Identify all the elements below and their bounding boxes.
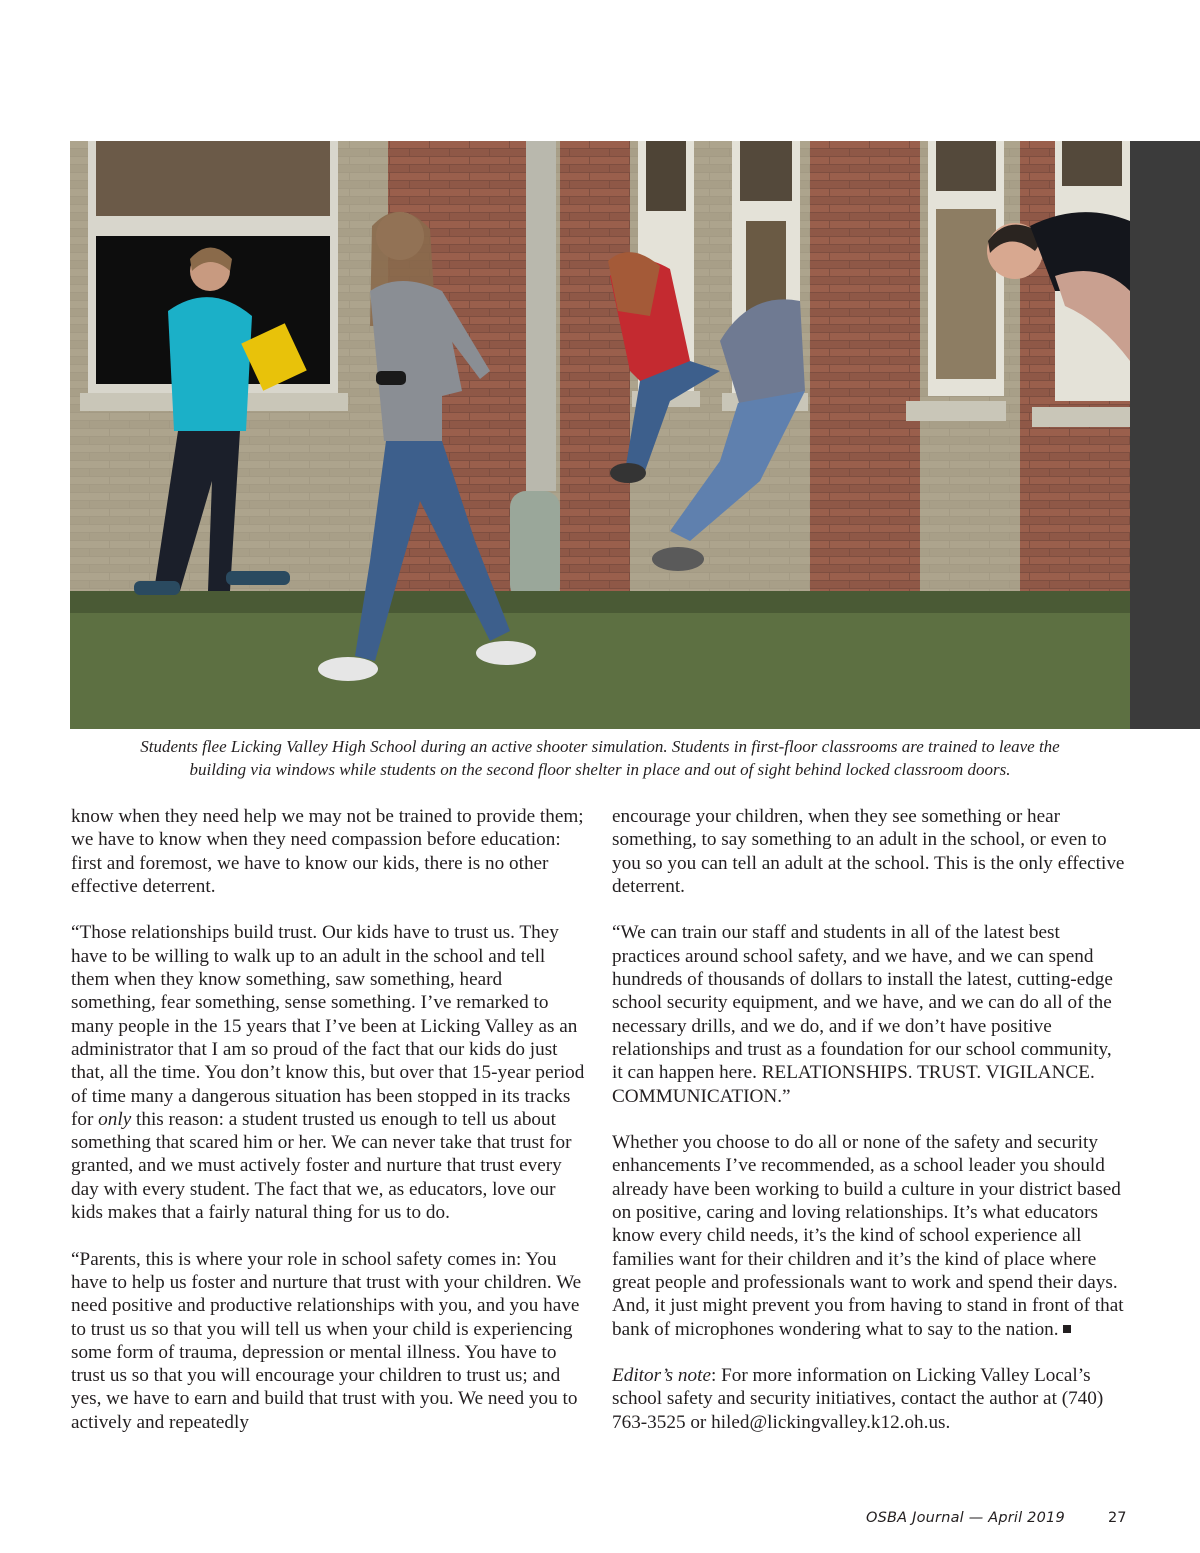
right-column [612,805,1127,1457]
decorative-side-bar [1130,141,1200,729]
paragraph: know when they need help we may not be trained to provide them; we have to know when they need compassion before education: first and foremost, we have to know our kids, there is no other effective deterrent. [71,806,584,897]
caption-line-1: Students flee Licking Valley High School during an active shooter simulation. Students in first-floor classrooms are trained to leave the [140,737,1060,756]
photo-caption [70,735,1130,781]
caption-line-2: building via windows while students on the second floor shelter in place and out of sight behind locked classroom doors. [189,760,1011,779]
photo-students-evacuating-through-windows [70,141,1130,729]
paragraph: “We can train our staff and students in all of the latest best practices around school safety, and we have, and we can spend hundreds of thousands of dollars to install the latest, cutting-edge school security equipment, and we have, and we can do all of the necessary drills, and we do, and if we don’t have positive relationships and trust as a foundation for our school community, it can happen here. RELATIONSHIPS. TRUST. VIGILANCE. COMMUNICATION.” [612,922,1113,1107]
article-photo [70,141,1130,729]
editors-note [612,1364,1127,1434]
paragraph: “Parents, this is where your role in school safety comes in: You have to help us foster and nurture that trust with your children. We need positive and productive relationships with you, and you have to trust us so that you will tell us when your child is experiencing some form of trauma, depression or mental illness. You have to trust us so that you will encourage your children to trust us; and yes, we have to earn and build that trust with you. We need you to actively and repeatedly [71,1248,582,1433]
footer-journal-title: OSBA Journal — April 2019 [866,1510,1065,1526]
editors-note-text: : For more information on Licking Valley Local’s school safety and security initiatives, contact the author at (740) 763-3525 or hiled@lickingvalley.k12.oh.us. [612,1365,1104,1433]
editors-note-label: Editor’s note [612,1365,711,1387]
paragraph-text: “Those relationships build trust. Our kids have to trust us. They have to be willing to walk up to an adult in the school and tell them when they know something, saw something, heard something, fear something, sense something. I’ve remarked to many people in the 15 years that I’ve been at Licking Valley as an administrator that I am so proud of the fact that our kids do just that, all the time. You don’t know this, but over that 15-year period of time many a dangerous situation has been stopped in its tracks for [71,922,585,1130]
end-of-article-icon [1063,1325,1071,1333]
paragraph-text: Whether you choose to do all or none of the safety and security enhancements I’ve recommended, as a school leader you should already have been working to build a culture in your district based on positive, caring and loving relationships. It’s what educators know every child needs, it’s the kind of school experience all families want for their children and it’s the kind of place where great people and professionals want to work and spend their days. And, it just might prevent you from having to stand in front of that bank of microphones wondering what to say to the nation. [612,1132,1124,1340]
paragraph-text: this reason: a student trusted us enough to tell us about something that scared him or her. We can never take that trust for granted, and we must actively foster and nurture that trust every day with every student. The fact that we, as educators, love our kids makes that a fairly natural thing for us to do. [71,1108,572,1224]
paragraph: encourage your children, when they see something or hear something, to say something to an adult in the school, or even to you so you can tell an adult at the school. This is the only effective deterrent. [612,806,1125,897]
emphasis-text: only [98,1108,132,1130]
paragraph [612,1131,1127,1341]
left-column [71,805,586,1457]
paragraph [71,921,586,1224]
page-number: 27 [1108,1510,1127,1526]
